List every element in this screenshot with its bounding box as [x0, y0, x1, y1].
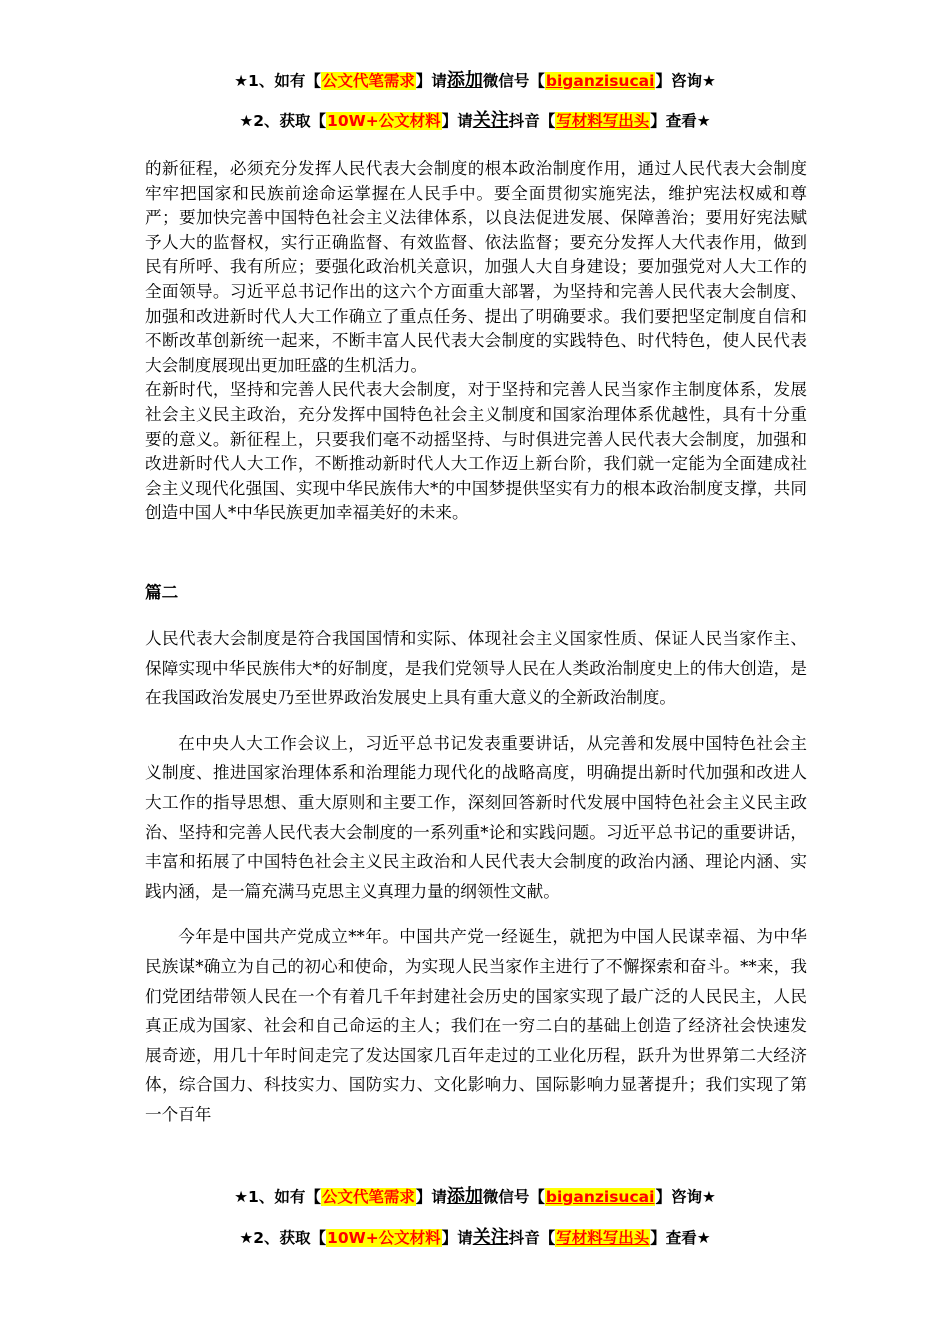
- body-paragraph: 的新征程，必须充分发挥人民代表大会制度的根本政治制度作用，通过人民代表大会制度牢牢把国家和民族前途命运掌握在人民手中。要全面贯彻实施宪法，维护宪法权威和尊严；要加快完善中国特色社会主义法律体系，以良法促进发展、保障善治；要用好宪法赋予人大的监督权，实行正确监督、有效监督、依法监督；要充分发挥人大代表作用，做到民有所呼、我有所应；要强化政治机关意识，加强人大自身建设；要加强党对人大工作的全面领导。习近平总书记作出的这六个方面重大部署，为坚持和完善人民代表大会制度、加强和改进新时代人大工作确立了重点任务、提出了明确要求。我们要把坚定制度自信和不断改革创新统一起来，不断丰富人民代表大会制度的实践特色、时代特色，使人民代表大会制度展现出更加旺盛的生机活力。: [145, 159, 807, 375]
- footer-ad-line-2: [0, 1227, 950, 1249]
- header-ad-text: 】请: [441, 112, 473, 130]
- body-paragraph: 在新时代，坚持和完善人民代表大会制度，对于坚持和完善人民当家作主制度体系，发展社会主义民主政治，充分发挥中国特色社会主义制度和国家治理体系优越性，具有十分重要的意义。新征程上，只要我们毫不动摇坚持、与时俱进完善人民代表大会制度，加强和改进新时代人大工作，不断推动新时代人大工作迈上新台阶，我们就一定能为全面建成社会主义现代化强国、实现中华民族伟大*的中国梦提供坚实有力的根本政治制度支撑，共同创造中国人*中华民族更加幸福美好的未来。: [145, 380, 807, 523]
- header-ad-text: 】查看★: [650, 112, 711, 130]
- footer-ad-line-1: [0, 1186, 950, 1208]
- header-ad-wechat-id: biganzisucai: [545, 72, 655, 90]
- footer-ad-text: 】请: [415, 1188, 447, 1206]
- header-ad-line-2: [0, 110, 950, 132]
- body-paragraph: 今年是中国共产党成立**年。中国共产党一经诞生，就把为中国人民谋幸福、为中华民族谋*确立为自己的初心和使命，为实现人民当家作主进行了不懈探索和奋斗。**来，我们党团结带领人民在一个有着几千年封建社会历史的国家实现了最广泛的人民民主，人民真正成为国家、社会和自己命运的主人；我们在一穷二白的基础上创造了经济社会快速发展奇迹，用几十年时间走完了发达国家几百年走过的工业化历程，跃升为世界第二大经济体，综合国力、科技实力、国防实力、文化影响力、国际影响力显著提升；我们实现了第一个百年: [145, 927, 807, 1124]
- header-ad-text: ★2、获取【: [239, 112, 327, 130]
- header-ad-text: 】请: [415, 72, 447, 90]
- body-paragraph: 人民代表大会制度是符合我国国情和实际、体现社会主义国家性质、保证人民当家作主、保障实现中华民族伟大*的好制度，是我们党领导人民在人类政治制度史上的伟大创造，是在我国政治发展史乃至世界政治发展史上具有重大意义的全新政治制度。: [145, 629, 807, 708]
- header-ad-douyin-id: 写材料写出头: [556, 112, 650, 130]
- section2-body: [145, 624, 807, 1146]
- header-ad-text: 抖音【: [508, 112, 556, 130]
- footer-ad-text: 微信号【: [482, 1188, 545, 1206]
- header-ad-line-1: [0, 70, 950, 92]
- footer-ad-text: 】请: [441, 1229, 473, 1247]
- footer-ad-douyin-id: 写材料写出头: [556, 1229, 650, 1247]
- section1-body: [145, 157, 807, 526]
- footer-ad-emphasis: 添加: [446, 1186, 483, 1207]
- header-ad-emphasis: 添加: [446, 70, 483, 91]
- footer-ad-text: ★1、如有【: [234, 1188, 321, 1206]
- footer-ad-wechat-id: biganzisucai: [545, 1188, 655, 1206]
- header-ad-emphasis: 关注: [472, 110, 509, 131]
- footer-ad-highlight: 公文代笔需求: [321, 1188, 415, 1206]
- footer-ad-text: 】咨询★: [655, 1188, 716, 1206]
- footer-ad-text: 抖音【: [508, 1229, 556, 1247]
- footer-ad-text: ★2、获取【: [239, 1229, 327, 1247]
- footer-ad-highlight: 10W+公文材料: [327, 1229, 441, 1247]
- footer-ad-text: 】查看★: [650, 1229, 711, 1247]
- header-ad-highlight: 10W+公文材料: [327, 112, 441, 130]
- header-ad-text: 】咨询★: [655, 72, 716, 90]
- header-ad-text: 微信号【: [482, 72, 545, 90]
- header-ad-text: ★1、如有【: [234, 72, 321, 90]
- section2-title: 篇二: [145, 583, 179, 602]
- footer-ad-emphasis: 关注: [472, 1227, 509, 1248]
- body-paragraph: 在中央人大工作会议上，习近平总书记发表重要讲话，从完善和发展中国特色社会主义制度、推进国家治理体系和治理能力现代化的战略高度，明确提出新时代加强和改进人大工作的指导思想、重大原则和主要工作，深刻回答新时代发展中国特色社会主义民主政治、坚持和完善人民代表大会制度的一系列重*论和实践问题。习近平总书记的重要讲话，丰富和拓展了中国特色社会主义民主政治和人民代表大会制度的政治内涵、理论内涵、实践内涵，是一篇充满马克思主义真理力量的纲领性文献。: [145, 733, 807, 901]
- header-ad-highlight: 公文代笔需求: [321, 72, 415, 90]
